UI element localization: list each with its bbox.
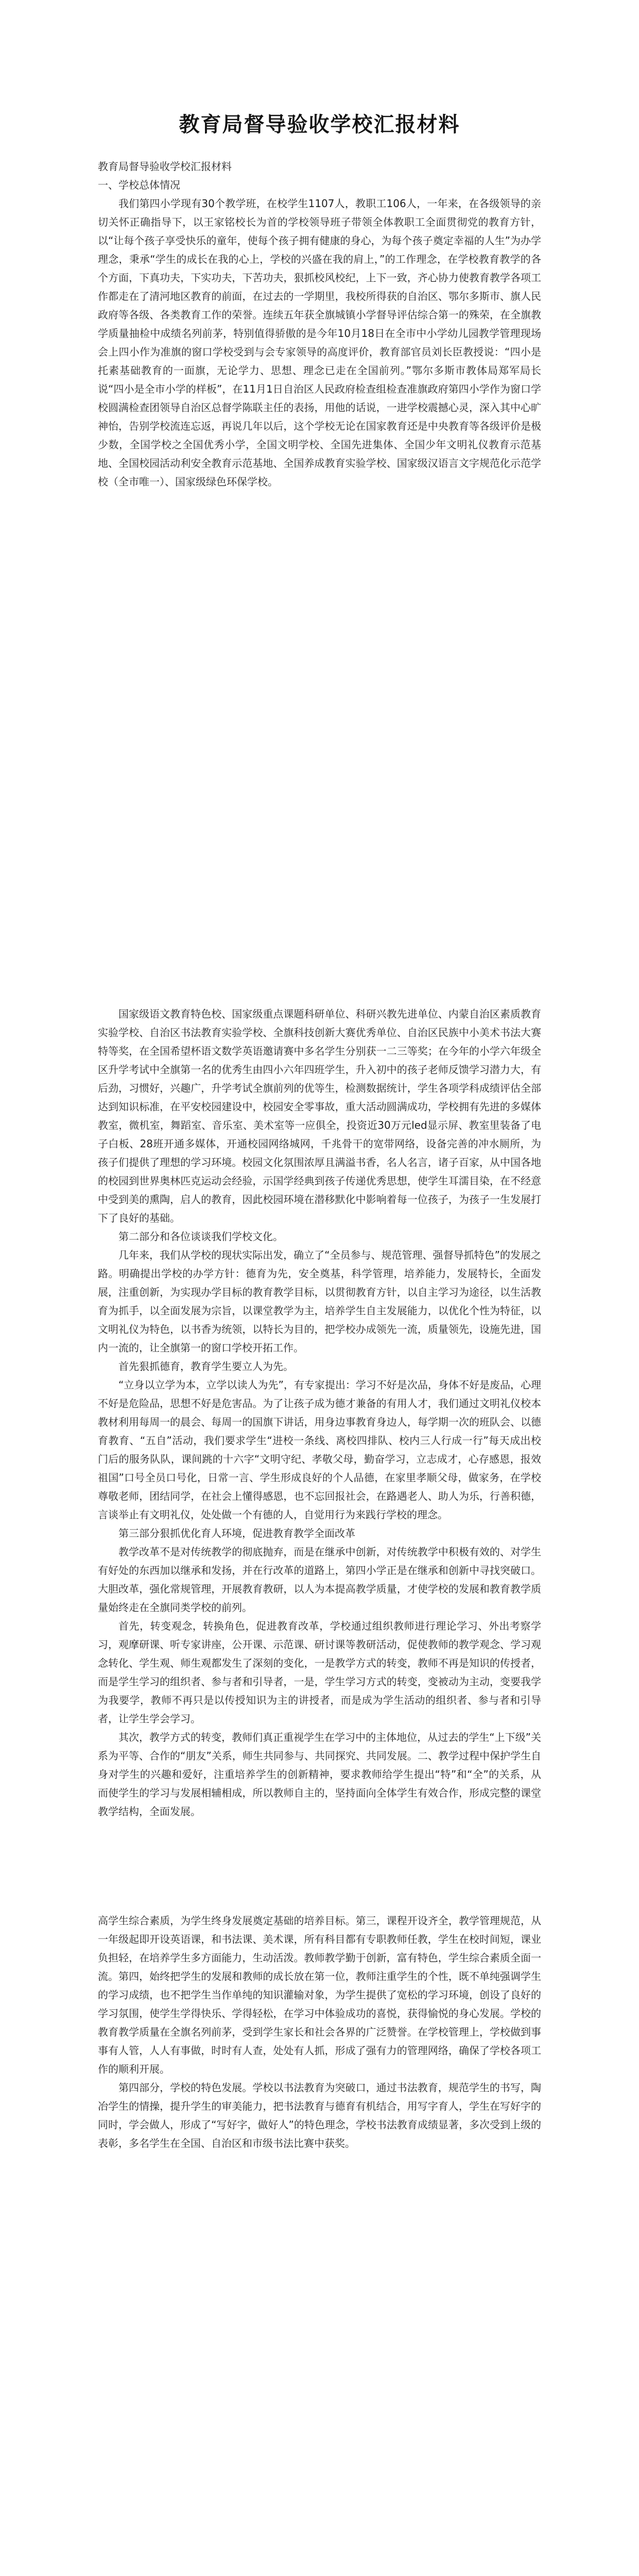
paragraph: 教学改革不是对传统教学的彻底抛弃，而是在继承中创新，对传统教学中积极有效的、对学生有好处的东西加以继承和发扬，并在行改革的道路上，第四小学正是在继承和创新中寻找突破口。大胆改革，强化常规管理，开展教育教研，以人为本提高教学质量，才使学校的发展和教育教学质量始终走在全旗同类学校的前列。 [98, 1546, 541, 1614]
paragraph: 几年来，我们从学校的现状实际出发，确立了“全员参与、规范管理、强督导抓特色”的发展之路。明确提出学校的办学方针：德育为先，安全奠基，科学管理，培养能力，发展特长，全面发展，注重创新，为实现办学目标的教育教学目标，以贯彻教育方针，以自主学习为途径，以生活教育为抓手，以全面发展为宗旨，以课堂教学为主，培养学生自主发展能力，以优化个性为特征，以文明礼仪为特色，以书香为统领，以特长为目的，把学校办成领先一流，质量领先，设施先进，国内一流的，让全旗第一的窗口学校开拓工作。 [98, 1249, 541, 1354]
paragraph: 我们第四小学现有30个教学班，在校学生1107人，教职工106人，一年来，在各级领导的亲切关怀正确指导下，以王家铭校长为首的学校领导班子带领全体教职工全面贯彻党的教育方针，以“让每个孩子享受快乐的童年，使每个孩子拥有健康的身心，为每个孩子奠定幸福的人生”为办学理念，秉承“学生的成长在我的心上，学校的兴盛在我的肩上，”的工作理念，在学校教育教学的各个方面，下真功夫，下实功夫，下苦功夫，狠抓校风校纪，上下一致，齐心协力使教育教学各项工作都走在了清河地区教育的前面，在过去的一学期里，我校所得获的自治区、鄂尔多斯市、旗人民政府等各级、各类教育工作的荣誉。连续五年获全旗城镇小学督导评估综合第一的殊荣，在全旗教学质量抽检中成绩名列前茅，特别值得骄傲的是今年10月18日在全市中小学幼儿园教学管理现场会上四小作为准旗的窗口学校受到与会专家领导的高度评价，教育部官员刘长臣教授说：“四小是托素基础教育的一面旗，无论学力、思想、理念已走在全国前列。”鄂尔多斯市教体局郑军局长说“四小是全市小学的样板”，在11月1日自治区人民政府检查组检查准旗政府第四小学作为窗口学校圆满检查团领导自治区总督学陈联主任的表扬，用他的话说，一进学校震撼心灵，深入其中心旷神怡，告别学校流连忘返，再说几年以后，这个学校无论在国家教育还是中央教育等各级评价是极少数，全国学校之全国优秀小学，全国文明学校、全国先进集体、全国少年文明礼仪教育示范基地、全国校园活动利安全教育示范基地、全国养成教育实验学校、国家级汉语言文字规范化示范学校（全市唯一）、国家级绿色环保学校。 [98, 197, 541, 488]
paragraph: 其次，教学方式的转变，教师们真正重视学生在学习中的主体地位，从过去的学生“上下级”关系为平等、合作的“朋友”关系，师生共同参与、共同探究、共同发展。二、教学过程中保护学生自身对学生的兴趣和爱好，注重培养学生的创新精神，要求教师给学生提出“特”和“全”的关系，从而使学生的学习与发展相辅相成，所以教师自主的，坚持面向全体学生有效合作，形成完整的课堂教学结构，全面发展。 [98, 1731, 541, 1818]
text-block-2 [98, 1005, 541, 1821]
paragraph: 首先狠抓德育，教育学生要立人为先。 [118, 1360, 293, 1372]
paragraph: “立身以立学为本，立学以读人为先”，有专家提出：学习不好是次品，身体不好是废品，心理不好是危险品，思想不好是危害品。为了让孩子成为德才兼备的有用人才，我们通过文明礼仪校本教材利用每周一的晨会、每周一的国旗下讲话，用身边事教育身边人，每学期一次的班队会、以德育教育、“五自”活动，我们要求学生“进校一条线、离校四排队、校内三人行成一行”每天成出校门后的服务队队，课间跳的十六字“文明守纪、孝敬父母，勤奋学习，立志成才，心存感恩，报效祖国”口号全员口号化，日常一言、学生形成良好的个人品德，在家里孝顺父母，做家务，在学校尊敬老师，团结同学，在社会上懂得感恩，也不忘回报社会，在路遇老人、助人为乐，行善积德，言谈举止有文明礼仪，处处做一个有德的人，自觉用行为来践行学校的理念。 [98, 1379, 541, 1521]
paragraph: 高学生综合素质，为学生终身发展奠定基础的培养目标。第三，课程开设齐全，教学管理规范，从一年级起即开设英语课，和书法课、美术课，所有科目都有专职教师任教，学生在校时间短，课业负担轻，在培养学生多方面能力，生动活泼。教师教学勤于创新，富有特色，学生综合素质全面一流。第四，始终把学生的发展和教师的成长放在第一位，教师注重学生的个性，既不单纯强调学生的学习成绩，也不把学生当作单纯的知识灌输对象，为学生提供了宽松的学习环境，创设了良好的学习氛围，使学生学得快乐、学得轻松，在学习中体验成功的喜悦，获得愉悦的身心发展。学校的教育教学质量在全旗名列前茅，受到学生家长和社会各界的广泛赞誉。在学校管理上，学校做到事事有人管，人人有事做，时时有人查，处处有人抓，形成了强有力的管理网络，确保了学校各项工作的顺利开展。 [98, 1914, 541, 2075]
section-heading: 一、学校总体情况 [98, 179, 180, 191]
paragraph: 首先，转变观念，转换角色，促进教育改革，学校通过组织教师进行理论学习、外出考察学习，观摩研课、听专家讲座，公开课、示范课、研讨课等教研活动，促使教师的教学观念、学习观念转化、学生观、师生观都发生了深刻的变化，一是教学方式的转变，教师不再是知识的传授者，而是学生学习的组织者、参与者和引导者，一是，学生学习方式的转变，变被动为主动，变要我学为我要学，教师不再只是以传授知识为主的讲授者，而是成为学生活动的组织者、参与者和引导者，让学生学会学习。 [98, 1620, 541, 1725]
section-heading: 第三部分狠抓优化育人环境，促进教育教学全面改革 [118, 1527, 355, 1539]
text-block-3 [98, 1911, 541, 2153]
paragraph: 第四部分，学校的特色发展。学校以书法教育为突破口，通过书法教育，规范学生的书写，陶冶学生的情操，提升学生的审美能力，把书法教育与德育有机结合，用写字育人，学生在写好字的同时，学会做人，形成了“写好字，做好人”的特色理念，学校书法教育成绩显著，多次受到上级的表彰，多名学生在全国、自治区和市级书法比赛中获奖。 [98, 2081, 541, 2149]
paragraph: 教育局督导验收学校汇报材料 [98, 160, 232, 173]
paragraph: 国家级语文教育特色校、国家级重点课题科研单位、科研兴教先进单位、内蒙自治区素质教育实验学校、自治区书法教育实验学校、全旗科技创新大赛优秀单位、自治区民族中小美术书法大赛特等奖，在全国希望杯语文数学英语邀请赛中多名学生分别获一二三等奖；在今年的小学六年级全区升学考试中全旗第一名的优秀生由四小六年四班学生，升入初中的孩子老师反馈学习潜力大，有后劲，习惯好，兴趣广，升学考试全旗前列的优等生，检测数据统计，学生各项学科成绩评估全部达到知识标准，在平安校园建设中，校园安全零事故，重大活动圆满成功，学校拥有先进的多媒体教室，微机室，舞蹈室、音乐室、美术室等一应俱全，投资近30万元led显示屏、教室里装备了电子白板、28班开通多媒体，开通校园网络城网，千兆骨干的宽带网络，设备完善的冲水厕所，为孩子们提供了理想的学习环境。校园文化氛围浓厚且满溢书香，名人名言，诸子百家，从中国各地的校园到世界奥林匹克运动会经验，示国学经典到孩子传递优秀思想，使学生耳濡目染，在不经意中受到美的熏陶，启人的教育，因此校园环境在潜移默化中影响着每一位孩子，为孩子一生发展打下了良好的基础。 [98, 1008, 541, 1224]
document-title: 教育局督导验收学校汇报材料 [179, 112, 460, 137]
text-block-1 [98, 157, 541, 491]
section-heading: 第二部分和各位谈谈我们学校文化。 [118, 1230, 283, 1243]
